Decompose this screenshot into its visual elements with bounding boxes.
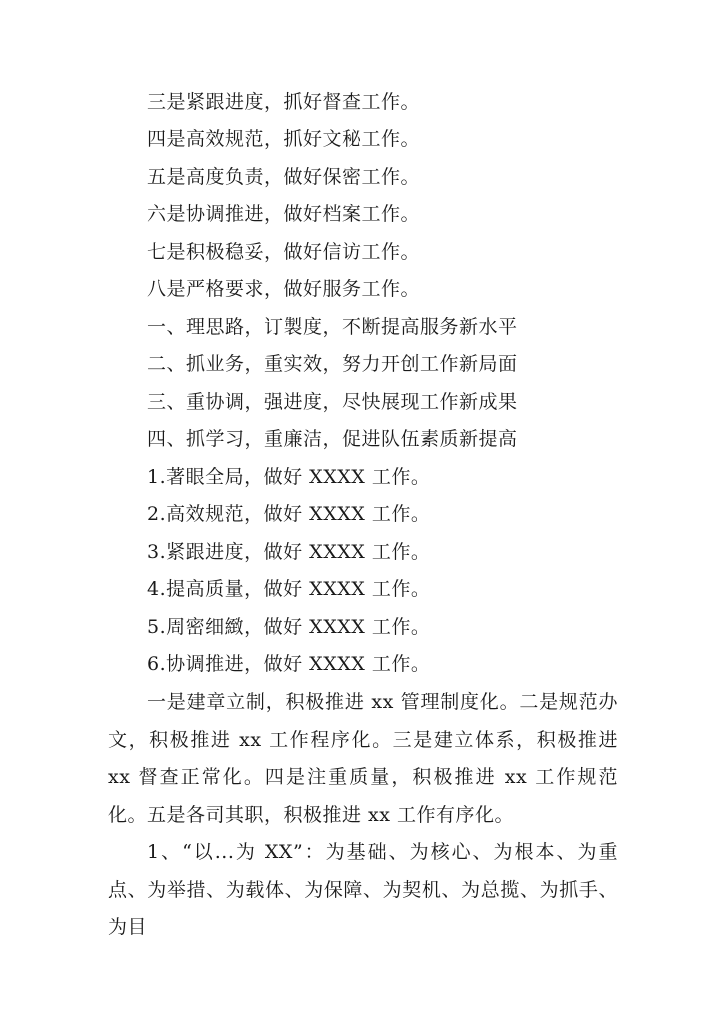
list-item: 1.著眼全局，做好 XXXX 工作。 xyxy=(147,466,431,488)
list-item: 5.周密细緻，做好 XXXX 工作。 xyxy=(147,616,431,638)
section-heading: 四、抓学习，重廉洁，促进队伍素质新提高 xyxy=(147,428,518,450)
text-line: 五是高度负责，做好保密工作。 xyxy=(147,166,421,188)
list-item: 6.协调推进，做好 XXXX 工作。 xyxy=(147,653,431,675)
text-line: 七是积极稳妥，做好信访工作。 xyxy=(147,241,421,263)
text-line: 三是紧跟进度，抓好督查工作。 xyxy=(147,91,421,113)
list-item: 4.提高质量，做好 XXXX 工作。 xyxy=(147,578,431,600)
list-item: 2.高效规范，做好 XXXX 工作。 xyxy=(147,503,431,525)
body-paragraph: 1、“以...为 XX”：为基础、为核心、为根本、为重点、为举措、为载体、为保障、为契机、为总揽、为抓手、为目 xyxy=(108,841,618,938)
section-heading: 一、理思路，订製度，不断提高服务新水平 xyxy=(147,316,518,338)
section-heading: 二、抓业务，重实效，努力开创工作新局面 xyxy=(147,353,518,375)
section-heading: 三、重协调，强进度，尽快展现工作新成果 xyxy=(147,391,518,413)
text-line: 六是协调推进，做好档案工作。 xyxy=(147,203,421,225)
body-paragraph: 一是建章立制，积极推进 xx 管理制度化。二是规范办文，积极推进 xx 工作程序化。三是建立体系，积极推进 xx 督查正常化。四是注重质量，积极推进 xx 工作规范化。五是各司其职，积极推进 xx 工作有序化。 xyxy=(108,691,618,826)
list-item: 3.紧跟进度，做好 XXXX 工作。 xyxy=(147,541,431,563)
text-line: 八是严格要求，做好服务工作。 xyxy=(147,278,421,300)
text-line: 四是高效规范，抓好文秘工作。 xyxy=(147,128,421,150)
